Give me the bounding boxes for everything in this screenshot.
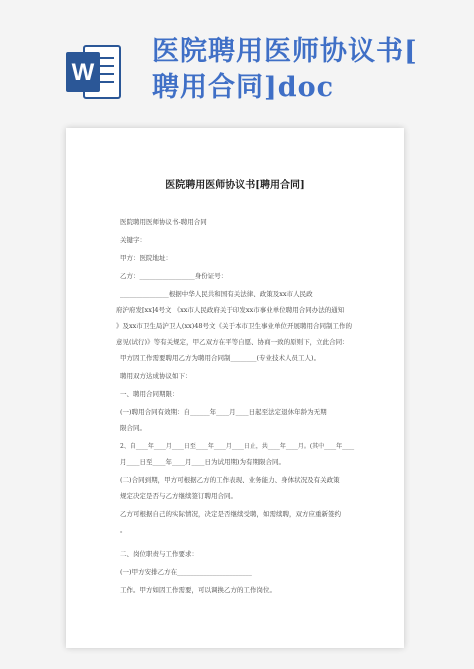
page-title-line1: 医院聘用医师协议书[ xyxy=(152,36,418,67)
doc-line: 规定决定是否与乙方继续签订聘用合同。 xyxy=(120,492,237,500)
doc-line: (一)聘用合同有效期：自______年____月____日起至法定退休年龄为无期 xyxy=(120,408,327,416)
doc-line: 二、岗位职责与工作要求： xyxy=(120,550,198,558)
doc-line: 一、聘用合同期限： xyxy=(120,390,179,398)
doc-line: 乙方可根据自己的实际情况，决定是否继续受聘，如需续聘，双方应重新签约 xyxy=(120,510,341,518)
svg-text:W: W xyxy=(71,59,95,86)
document-title: 医院聘用医师协议书[聘用合同] xyxy=(165,180,305,191)
page-title-line2: 聘用合同]doc xyxy=(152,72,335,103)
doc-line: 意见(试行)》等有关规定，甲乙双方在平等自愿、协商一致的原则下，立此合同： xyxy=(116,338,349,346)
doc-line: 甲方：医院地址： xyxy=(120,254,172,262)
banner xyxy=(0,0,474,120)
doc-line: 甲方因工作需要聘用乙方为聘用合同制________(专业技术人员工人)。 xyxy=(120,354,321,362)
doc-line: (二)合同到期，甲方可根据乙方的工作表现、业务能力、身体状况及有关政策 xyxy=(120,476,340,484)
word-doc-icon xyxy=(62,40,126,104)
doc-line: 2、自____年____月____日至____年____月____日止，共____年____月。(其中____年____ xyxy=(120,443,355,450)
doc-line: 关键字： xyxy=(120,236,146,244)
doc-line: 限合同。 xyxy=(120,424,146,432)
doc-line: 聘用双方达成协议如下： xyxy=(120,372,192,380)
doc-line: 医院聘用医师协议书-聘用合同 xyxy=(120,218,207,226)
doc-line: 府沪府发[xx]4号文 《xx市人民政府关于印发xx市事业单位聘用合同办法的通知 xyxy=(116,306,345,314)
doc-line: 乙方：_________________身份证号： xyxy=(120,272,228,280)
doc-line: _______________根据中华人民共和国有关法律、政策及xx市人民政 xyxy=(120,290,313,298)
doc-line: 。 xyxy=(120,526,127,534)
doc-line: 月____日至____年____月____日为试用期)为有期限合同。 xyxy=(120,458,286,466)
doc-line: (一)甲方安排乙方在_______________________ xyxy=(120,568,252,576)
doc-line: 工作。甲方如因工作需要，可以调换乙方的工作岗位。 xyxy=(120,586,276,594)
document-page xyxy=(66,128,404,648)
doc-line: 》及xx市卫生局沪卫人(xx)48号文《关于本市卫生事业单位开展聘用合同制工作的 xyxy=(116,322,353,330)
